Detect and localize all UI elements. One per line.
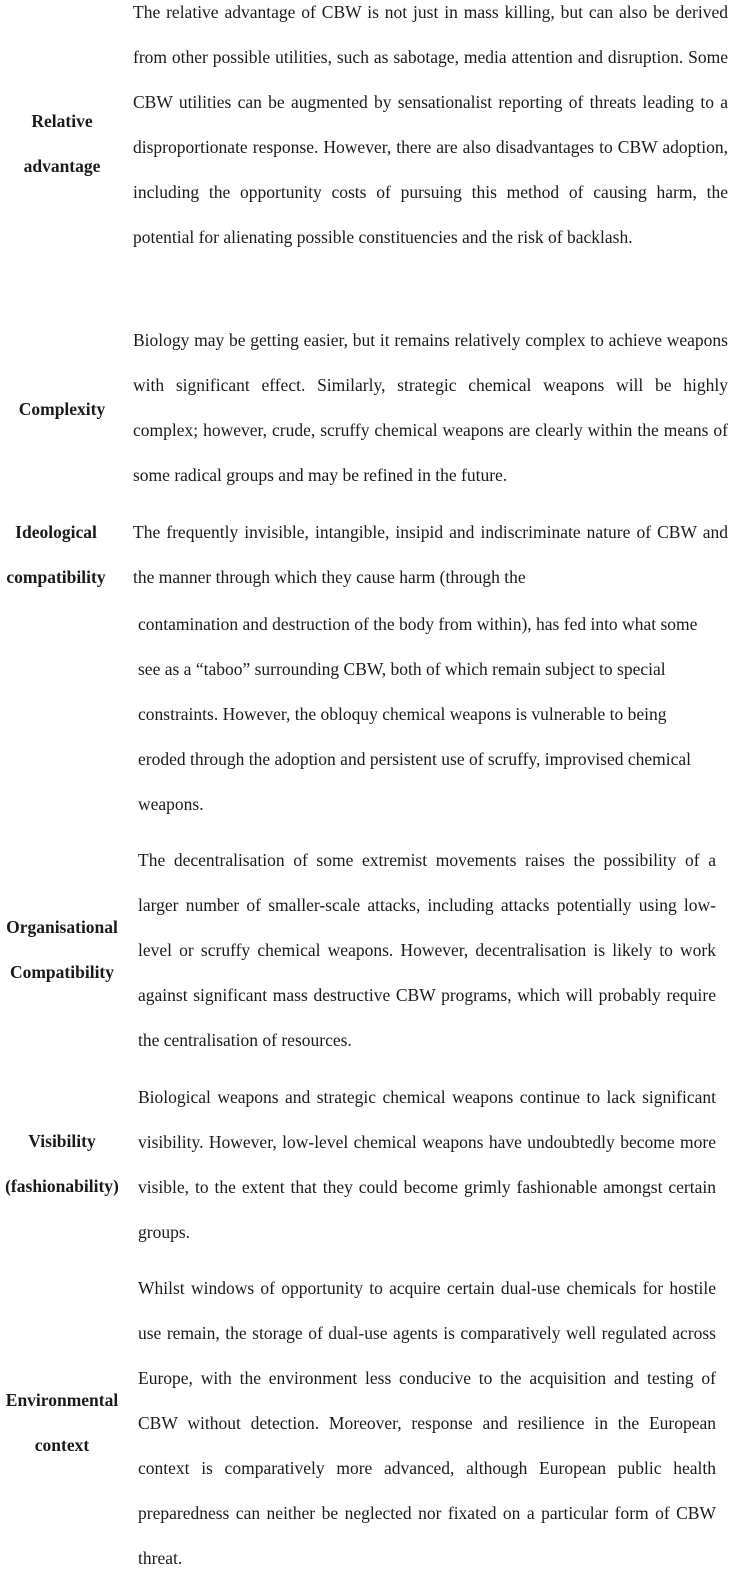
- row-label: [0, 1378, 124, 1468]
- row-label: [0, 99, 124, 189]
- row-label: [0, 510, 118, 600]
- row-label-line: Visibility: [28, 1131, 96, 1151]
- row-description: contamination and destruction of the body from within), has fed into what some see as a “taboo” surrounding CBW, both of which remain subject to special constraints. However, the obloquy chemical weapons is vulnerable to being eroded through the adoption and persistent use of scruffy, improvised chemical weapons.: [138, 614, 698, 814]
- row-description: The relative advantage of CBW is not just in mass killing, but can also be derived from other possible utilities, such as sabotage, media attention and disruption. Some CBW utilities can be augmented by sensationalist reporting of threats leading to a disproportionate response. However, there are also disadvantages to CBW adoption, including the opportunity costs of pursuing this method of causing harm, the potential for alienating possible constituencies and the risk of backlash.: [133, 2, 728, 247]
- row-description: Biology may be getting easier, but it remains relatively complex to achieve weapons with significant effect. Similarly, strategic chemical weapons will be highly complex; however, crude, scruffy chemical weapons are clearly within the means of some radical groups and may be refined in the future.: [133, 330, 728, 485]
- row-label-line: Ideological: [15, 522, 97, 542]
- row-description: The frequently invisible, intangible, insipid and indiscriminate nature of CBW and the manner through which they cause harm (through the: [133, 522, 728, 587]
- row-label: [0, 387, 124, 432]
- row-label-line: Environmental: [5, 1390, 119, 1410]
- row-description: Biological weapons and strategic chemical weapons continue to lack significant visibility. However, low-level chemical weapons have undoubtedly become more visible, to the extent that they could become grimly fashionable amongst certain groups.: [138, 1087, 716, 1242]
- row-label: [0, 1119, 124, 1209]
- row-label-line: Complexity: [18, 399, 106, 419]
- row-label-line: advantage: [23, 156, 101, 176]
- row-label-line: Organisational: [6, 917, 118, 937]
- row-label-line: Relative: [31, 111, 93, 131]
- row-description: The decentralisation of some extremist movements raises the possibility of a larger number of smaller-scale attacks, including attacks potentially using low-level or scruffy chemical weapons. However, decentralisation is likely to work against significant mass destructive CBW programs, which will probably require the centralisation of resources.: [138, 850, 716, 1050]
- row-label-line: context: [34, 1435, 90, 1455]
- row-label-line: (fashionability): [5, 1176, 119, 1196]
- row-description: Whilst windows of opportunity to acquire certain dual-use chemicals for hostile use remain, the storage of dual-use agents is comparatively well regulated across Europe, with the environment less conducive to the acquisition and testing of CBW without detection. Moreover, response and resilience in the European context is comparatively more advanced, although European public health preparedness can neither be neglected nor fixated on a particular form of CBW threat.: [138, 1278, 716, 1568]
- row-label: [0, 905, 124, 995]
- row-label-line: Compatibility: [9, 962, 115, 982]
- row-label-line: compatibility: [6, 567, 106, 587]
